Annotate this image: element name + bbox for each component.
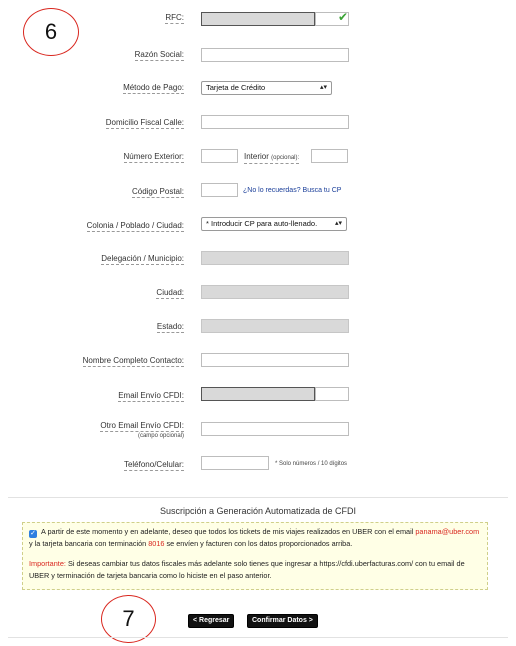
interior-hint: (opcional): (271, 155, 300, 161)
domicilio-label: Domicilio Fiscal Calle: (105, 118, 184, 127)
otro-email-hint: (campo opcional) (137, 433, 184, 439)
interior-input[interactable] (311, 149, 348, 163)
subscription-notice (22, 522, 488, 590)
important-note (29, 558, 481, 582)
important-label: Importante: (29, 559, 66, 568)
consent-text-2: y la tarjeta bancaria con terminación (29, 539, 149, 548)
razon-social-label: Razón Social: (134, 50, 184, 59)
nombre-contacto-input[interactable] (201, 353, 349, 367)
consent-card-digits: 8016 (148, 539, 165, 548)
telefono-label: Teléfono/Celular: (123, 460, 184, 469)
estado-label: Estado: (156, 322, 184, 331)
subscription-consent (29, 526, 481, 550)
subscription-title: Suscripción a Generación Automatizada de CFDI (159, 506, 357, 516)
email-envio-label: Email Envío CFDI: (118, 391, 184, 400)
metodo-pago-value: Tarjeta de Crédito (206, 83, 266, 92)
delegacion-label: Delegación / Municipio: (101, 254, 184, 263)
interior-label: Interior (244, 152, 269, 161)
subscription-checkbox[interactable]: ✓ (30, 530, 36, 537)
telefono-hint: * Solo números / 10 dígitos (275, 461, 348, 467)
codigo-postal-label: Código Postal: (131, 187, 184, 196)
check-icon: ✔ (338, 10, 349, 24)
numero-exterior-label: Número Exterior: (123, 152, 184, 161)
metodo-pago-label: Método de Pago: (123, 83, 184, 92)
consent-text-3: se envíen y facturen con los datos proporcionados arriba. (164, 539, 353, 548)
select-arrows-icon: ▴▾ (334, 220, 342, 227)
email-envio-input[interactable] (201, 387, 315, 401)
otro-email-input[interactable] (201, 422, 349, 436)
section-divider (8, 497, 508, 498)
bottom-divider (8, 637, 508, 638)
consent-text-1: A partir de este momento y en adelante, deseo que todos los tickets de mis viajes realizados en UBER con el email (41, 527, 414, 536)
nombre-contacto-label: Nombre Completo Contacto: (82, 356, 184, 365)
colonia-value: * Introducir CP para auto-llenado. (206, 219, 318, 228)
ciudad-input[interactable] (201, 285, 349, 299)
domicilio-input[interactable] (201, 115, 349, 129)
step-6-number: 6 (44, 19, 58, 44)
ciudad-label: Ciudad: (156, 288, 184, 297)
colonia-select[interactable] (201, 217, 347, 231)
rfc-label: RFC: (165, 13, 184, 22)
confirm-button[interactable]: Confirmar Datos > (247, 614, 318, 628)
estado-input[interactable] (201, 319, 349, 333)
step-7-annotation (101, 595, 156, 643)
razon-social-input[interactable] (201, 48, 349, 62)
back-button[interactable]: < Regresar (188, 614, 234, 628)
busca-cp-link[interactable]: ¿No lo recuerdas? Busca tu CP (243, 187, 342, 194)
numero-exterior-input[interactable] (201, 149, 238, 163)
consent-email: panama@uber.com (415, 527, 480, 536)
codigo-postal-input[interactable] (201, 183, 238, 197)
telefono-input[interactable] (201, 456, 269, 470)
step-6-annotation (23, 8, 79, 56)
metodo-pago-select[interactable] (201, 81, 332, 95)
delegacion-input[interactable] (201, 251, 349, 265)
select-arrows-icon: ▴▾ (319, 84, 327, 91)
colonia-label: Colonia / Poblado / Ciudad: (86, 221, 184, 230)
interior-label-group (244, 152, 299, 164)
otro-email-label: Otro Email Envío CFDI: (100, 421, 184, 430)
step-7-number: 7 (122, 606, 135, 631)
important-text: Si deseas cambiar tus datos fiscales más adelante solo tienes que ingresar a https://cfdi.uberfacturas.com/ con tu email de UBER y terminación de tarjeta bancaria como lo hiciste en el paso anterior. (29, 559, 465, 580)
rfc-input[interactable] (201, 12, 315, 26)
email-envio-field-extension (315, 387, 349, 401)
